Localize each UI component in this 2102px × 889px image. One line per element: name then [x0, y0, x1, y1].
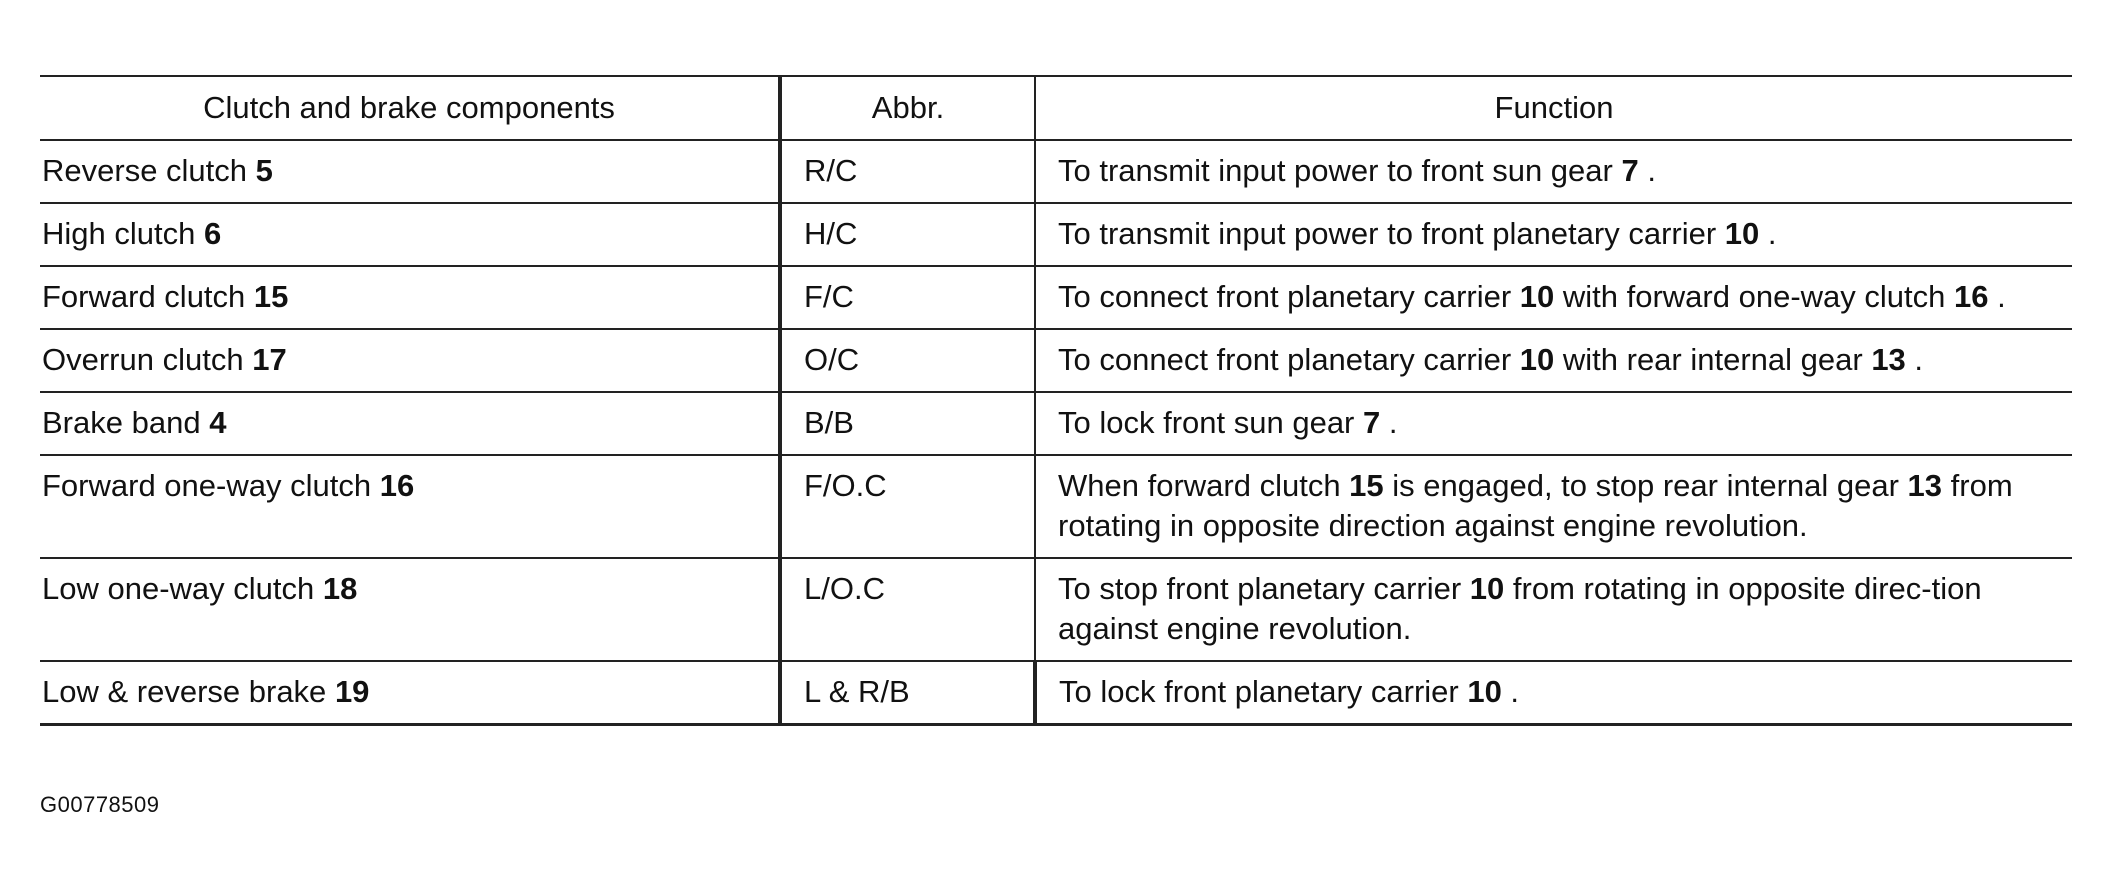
component-name: Forward one-way clutch [42, 468, 372, 503]
figure-code: G00778509 [40, 792, 160, 817]
function-text: To lock front planetary carrier [1059, 674, 1468, 709]
component-name: Brake band [42, 405, 201, 440]
function-ref-number: 10 [1469, 571, 1505, 606]
table-body [40, 140, 2072, 725]
function-ref-number: 10 [1467, 674, 1502, 709]
component-name: Forward clutch [42, 279, 246, 314]
table-row [40, 266, 2072, 329]
table-row [40, 140, 2072, 203]
component-cell [40, 455, 780, 558]
function-text: To lock front sun gear [1058, 405, 1363, 440]
header-components: Clutch and brake components [40, 76, 780, 140]
component-cell [40, 140, 780, 203]
function-ref-number: 13 [1871, 342, 1906, 377]
component-ref-number: 16 [379, 468, 415, 503]
function-cell [1035, 558, 2072, 661]
function-text: To transmit input power to front sun gear [1058, 153, 1622, 188]
table-row [40, 392, 2072, 455]
function-text: . [1380, 405, 1398, 440]
function-text: When forward clutch [1058, 468, 1350, 503]
component-cell [40, 329, 780, 392]
function-text: from rotating in opposite direction against engine revolution. [1058, 468, 2013, 543]
component-cell [40, 203, 780, 266]
function-text: . [1638, 153, 1656, 188]
table-row [40, 455, 2072, 558]
function-text: with rear internal gear [1554, 342, 1872, 377]
function-cell [1035, 329, 2072, 392]
function-ref-number: 15 [1349, 468, 1384, 503]
abbr-cell: O/C [780, 329, 1035, 392]
table-row [40, 329, 2072, 392]
table-row [40, 558, 2072, 661]
function-ref-number: 10 [1724, 216, 1760, 251]
function-text: with forward one-way clutch [1554, 279, 1954, 314]
function-text: . [1759, 216, 1777, 251]
function-ref-number: 7 [1363, 405, 1381, 440]
function-cell [1035, 203, 2072, 266]
table-row [40, 203, 2072, 266]
function-text: To connect front planetary carrier [1058, 342, 1520, 377]
function-ref-number: 10 [1519, 342, 1555, 377]
function-text: To connect front planetary carrier [1058, 279, 1520, 314]
abbr-cell: B/B [780, 392, 1035, 455]
component-name: Low & reverse brake [42, 674, 327, 709]
function-cell [1035, 455, 2072, 558]
header-abbr: Abbr. [780, 76, 1035, 140]
abbr-cell: F/O.C [780, 455, 1035, 558]
component-ref-number: 5 [255, 153, 273, 188]
abbr-cell: L/O.C [780, 558, 1035, 661]
function-text: To stop front planetary carrier [1058, 571, 1470, 606]
component-ref-number: 19 [334, 674, 370, 709]
function-text: . [1501, 674, 1520, 709]
function-text: . [1905, 342, 1924, 377]
component-ref-number: 18 [322, 571, 358, 606]
abbr-cell: L & R/B [780, 661, 1035, 725]
abbr-cell: R/C [780, 140, 1035, 203]
function-cell [1035, 140, 2072, 203]
component-ref-number: 6 [203, 216, 222, 251]
component-name: Low one-way clutch [42, 571, 315, 606]
component-cell [40, 661, 780, 725]
component-cell [40, 266, 780, 329]
function-ref-number: 16 [1953, 279, 1989, 314]
abbr-cell: F/C [780, 266, 1035, 329]
component-name: High clutch [42, 216, 196, 251]
component-ref-number: 17 [252, 342, 287, 377]
component-name: Reverse clutch [42, 153, 248, 188]
component-name: Overrun clutch [42, 342, 244, 377]
function-text: . [1988, 279, 2006, 314]
header-function: Function [1494, 90, 1614, 125]
function-ref-number: 10 [1519, 279, 1555, 314]
function-cell [1035, 661, 2072, 725]
function-text: from rotating in opposite direc-tion against engine revolution. [1058, 571, 1982, 646]
component-ref-number: 15 [253, 279, 289, 314]
function-text: is engaged, to stop rear internal gear [1383, 468, 1908, 503]
table-row [40, 661, 2072, 725]
function-ref-number: 7 [1621, 153, 1639, 188]
function-cell [1035, 392, 2072, 455]
function-text: To transmit input power to front planetary carrier [1058, 216, 1725, 251]
component-ref-number: 4 [209, 405, 227, 440]
clutch-brake-components-table [40, 75, 2072, 726]
component-cell [40, 392, 780, 455]
abbr-cell: H/C [780, 203, 1035, 266]
components-table-container [40, 75, 2072, 726]
component-cell [40, 558, 780, 661]
function-cell [1035, 266, 2072, 329]
table-header-row [40, 76, 2072, 140]
function-ref-number: 13 [1907, 468, 1943, 503]
